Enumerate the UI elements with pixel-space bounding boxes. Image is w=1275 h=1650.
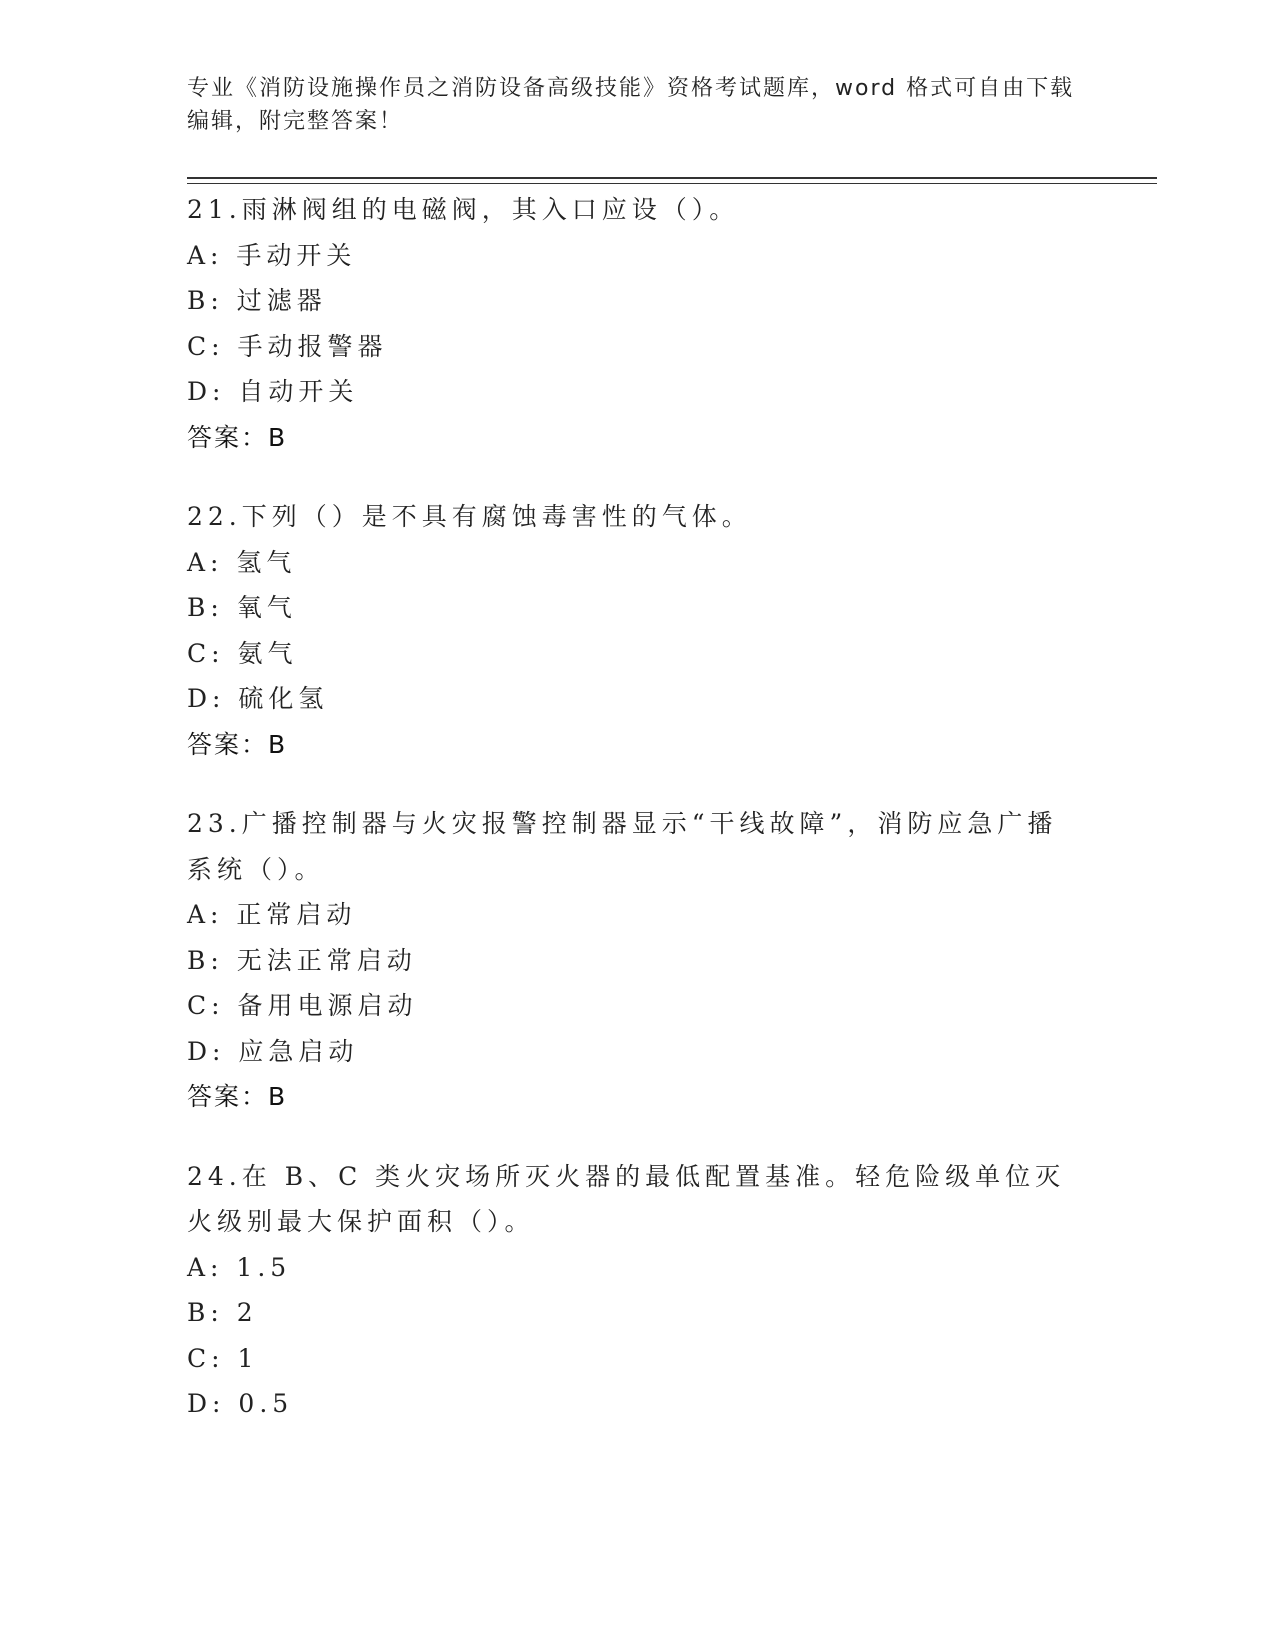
question-list <box>187 187 1087 1461</box>
option-c: C: 1 <box>187 1343 259 1373</box>
option-a: A: 手动开关 <box>187 240 357 270</box>
question-stem: 24.在 B、C 类火灾场所灭火器的最低配置基准。轻危险级单位灭火级别最大保护面积（）。 <box>187 1161 1066 1236</box>
question-21 <box>187 187 1087 460</box>
option-c: C: 氨气 <box>187 638 298 668</box>
answer-line: 答案：B <box>187 1082 288 1111</box>
question-stem: 21.雨淋阀组的电磁阀，其入口应设（）。 <box>187 195 740 224</box>
question-23 <box>187 801 1087 1120</box>
question-24 <box>187 1154 1087 1427</box>
option-b: B: 过滤器 <box>187 286 327 315</box>
option-a: A: 氢气 <box>187 547 297 577</box>
option-d: D: 0.5 <box>187 1389 294 1418</box>
answer-line: 答案：B <box>187 729 288 759</box>
option-a: A: 正常启动 <box>187 900 357 929</box>
option-c: C: 手动报警器 <box>187 331 388 361</box>
header-divider <box>187 177 1157 179</box>
option-d: D: 应急启动 <box>187 1036 359 1066</box>
document-header: 专业《消防设施操作员之消防设备高级技能》资格考试题库，word 格式可自由下载编辑，附完整答案！ <box>187 76 1075 134</box>
option-a: A: 1.5 <box>187 1252 292 1282</box>
option-b: B: 无法正常启动 <box>187 945 417 975</box>
option-d: D: 自动开关 <box>187 377 359 406</box>
option-d: D: 硫化氢 <box>187 684 329 713</box>
question-stem: 22.下列（）是不具有腐蚀毒害性的气体。 <box>187 502 752 531</box>
option-b: B: 氧气 <box>187 593 297 622</box>
question-stem: 23.广播控制器与火灾报警控制器显示“干线故障”，消防应急广播系统（）。 <box>187 809 1058 884</box>
option-b: B: 2 <box>187 1298 258 1327</box>
option-c: C: 备用电源启动 <box>187 991 418 1020</box>
question-22 <box>187 494 1087 767</box>
answer-line: 答案：B <box>187 422 288 452</box>
header-divider-thin <box>187 183 1157 184</box>
